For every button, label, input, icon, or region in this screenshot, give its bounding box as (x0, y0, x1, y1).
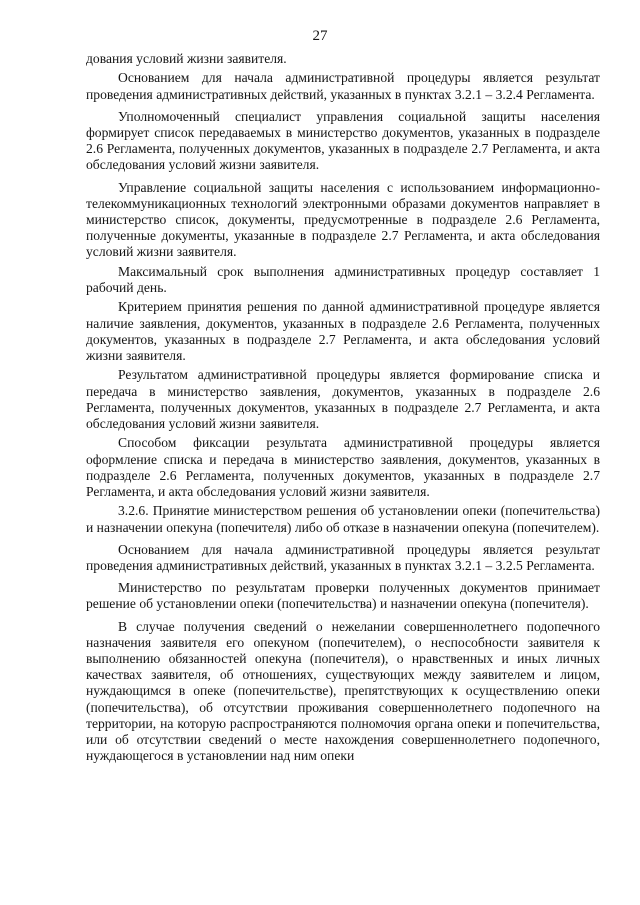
paragraph-electronic-transfer: Управление социальной защиты населения с использованием информационно-телекоммуникационных технологий электронными образами документов направляет в министерство список, документы, предусмотренные в подразделе 2.6 Регламента, полученные документы, указанные в подразделе 2.7 Регламента, и акта обследования условий жизни заявителя. (86, 179, 600, 260)
paragraph-ministry-decision: Министерство по результатам проверки полученных документов принимает решение об установлении опеки (попечительства) и назначении опекуна (попечителя). (86, 580, 600, 612)
paragraph-basis-procedure-2: Основанием для начала административной процедуры является результат проведения административных действий, указанных в пунктах 3.2.1 – 3.2.5 Регламента. (86, 541, 600, 574)
paragraph-decision-criterion: Критерием принятия решения по данной административной процедуре является наличие заявления, документов, указанных в подразделе 2.6 Регламента, полученных документов, указанных в подразделе 2.7 Регламента, и акта обследования условий жизни заявителя. (86, 299, 600, 364)
paragraph-refusal-conditions: В случае получения сведений о нежелании совершеннолетнего подопечного назначения заявителя его опекуном (попечителем), о неспособности заявителя к выполнению обязанностей опекуна (попечителя), о нравственных и иных личных качествах заявителя, об отношениях, существующих между заявителем и лицом, нуждающимся в опеке (попечительстве), препятствующих к осуществлению опеки (попечительства), об отсутствии проживания совершеннолетнего подопечного на территории, на которую распространяются полномочия органа опеки и попечительства, или об отсутствии сведений о месте нахождения совершеннолетнего подопечного, нуждающегося в установлении над ним опеки (86, 618, 600, 764)
paragraph-max-term: Максимальный срок выполнения административных процедур составляет 1 рабочий день. (86, 263, 600, 296)
paragraph-basis-procedure: Основанием для начала административной процедуры является результат проведения административных действий, указанных в пунктах 3.2.1 – 3.2.4 Регламента. (86, 70, 600, 102)
paragraph-fixation-method: Способом фиксации результата административной процедуры является оформление списка и передача в министерство заявления, документов, указанных в подразделе 2.6 Регламента, полученных документов, указанных в подразделе 2.7 Регламента, и акта обследования условий жизни заявителя. (86, 435, 600, 500)
document-body (86, 51, 600, 768)
page-number: 27 (312, 28, 328, 44)
paragraph-section-3-2-6: 3.2.6. Принятие министерством решения об установлении опеки (попечительства) и назначении опекуна (попечителя) либо об отказе в назначении опекуна (попечителем). (86, 503, 600, 535)
paragraph-continuation: дования условий жизни заявителя. (86, 51, 287, 66)
paragraph-result: Результатом административной процедуры является формирование списка и передача в министерство заявления, документов, указанных в подразделе 2.6 Регламента, полученных документов, указанных в подразделе 2.7 Регламента, и акта обследования условий жизни заявителя. (86, 367, 600, 432)
paragraph-specialist-list: Уполномоченный специалист управления социальной защиты населения формирует список передаваемых в министерство документов, указанных в подразделе 2.6 Регламента, полученных документов, указанных в подразделе 2.7 Регламента, и акта обследования условий жизни заявителя. (86, 108, 600, 173)
